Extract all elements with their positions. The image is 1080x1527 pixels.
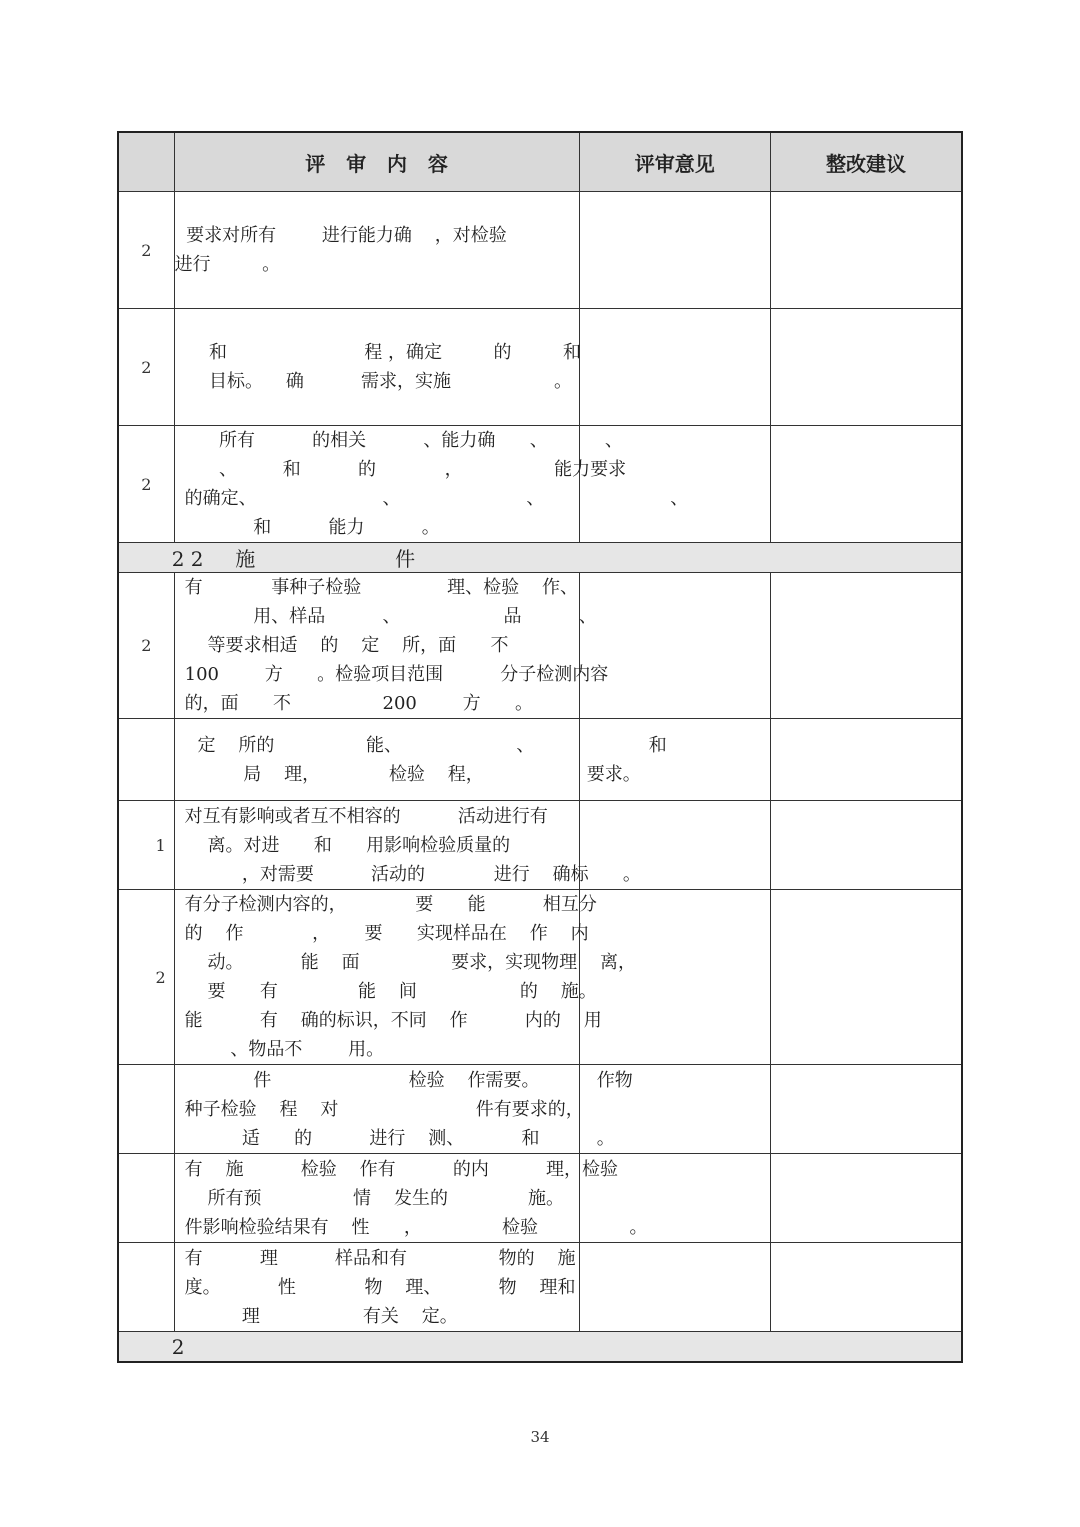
- content-line: 目标。 确 需求，实施 。: [174, 371, 573, 392]
- row-number: [118, 719, 174, 801]
- row-number: 2: [118, 890, 174, 1065]
- suggestion-cell[interactable]: [771, 1154, 962, 1243]
- content-line: 100 方 。检验项目范围 分子检测内容: [184, 664, 609, 685]
- section-title: 2 2 施 件: [118, 543, 962, 573]
- row-number: 1: [118, 801, 174, 890]
- content-line: 的 作 ， 要 实现样品在 作 内: [184, 923, 589, 944]
- content-line: 、物品不 用。: [184, 1039, 385, 1060]
- section-row-final: [118, 1332, 962, 1363]
- section-title: 2: [118, 1332, 962, 1363]
- table-row: [118, 309, 962, 426]
- header-rectification-suggestion: 整改建议: [771, 132, 962, 192]
- suggestion-cell[interactable]: [771, 309, 962, 426]
- suggestion-cell[interactable]: [771, 801, 962, 890]
- content-line: 定 所的 能、 、 和: [174, 734, 667, 756]
- header-review-content: 评 审 内 容: [174, 132, 579, 192]
- content-line: 的，面 不 200 方 。: [184, 693, 533, 714]
- table-row: [118, 801, 962, 890]
- row-number: 2: [118, 573, 174, 719]
- table-header-row: [118, 132, 962, 192]
- content-line: 有 事种子检验 理、检验 作、: [184, 577, 578, 598]
- content-line: 进行 。: [174, 254, 281, 275]
- content-line: 所有预 情 发生的 施。: [184, 1187, 565, 1209]
- content-line: 理 有关 定。: [184, 1305, 458, 1327]
- row-number: 2: [118, 309, 174, 426]
- row-content: [174, 426, 689, 543]
- suggestion-cell[interactable]: [771, 1243, 962, 1332]
- content-line: 件 检验 作需要。 作物: [184, 1069, 633, 1091]
- content-line: 有 施 检验 作有 的内 理，检验: [184, 1158, 619, 1180]
- opinion-cell[interactable]: [579, 890, 770, 1065]
- page-number: 34: [530, 1428, 550, 1446]
- content-line: 种子检验 程 对 件有要求的，: [184, 1098, 584, 1120]
- section-row-2-2: [118, 543, 962, 573]
- row-content: [174, 573, 609, 719]
- content-line: 要求对所有 进行能力确 ，对检验: [174, 225, 507, 246]
- content-line: 离。对进 和 用影响检验质量的: [184, 834, 511, 856]
- content-line: 有 理 样品和有 物的 施: [184, 1247, 576, 1269]
- content-line: 能 有 确的标识，不同 作 内的 用: [184, 1010, 602, 1031]
- content-line: 件影响检验结果有 性 ， 检验 。: [184, 1216, 648, 1238]
- row-content: [174, 192, 579, 309]
- content-line: 等要求相适 的 定 所，面 不: [184, 635, 509, 656]
- content-line: 有分子检测内容的， 要 能 相互分: [184, 894, 597, 915]
- review-table: [117, 131, 963, 1363]
- row-number: 2: [118, 426, 174, 543]
- content-line: 动。 能 面 要求，实现物理 离，: [184, 952, 637, 973]
- content-line: 度。 性 物 理、 物 理和: [184, 1276, 576, 1298]
- content-line: 局 理， 检验 程， 要求。: [174, 763, 641, 785]
- content-line: ，对需要 活动的 进行 确标 。: [184, 863, 641, 885]
- content-line: 用、样品 、 品 、: [184, 606, 597, 627]
- suggestion-cell[interactable]: [771, 426, 962, 543]
- row-number: [118, 1154, 174, 1243]
- content-line: 对互有影响或者互不相容的 活动进行有: [184, 805, 548, 827]
- row-number: [118, 1065, 174, 1154]
- opinion-cell[interactable]: [579, 192, 770, 309]
- header-number: [118, 132, 174, 192]
- row-content: [174, 1154, 648, 1243]
- row-content: [174, 801, 641, 890]
- opinion-cell[interactable]: [579, 1243, 770, 1332]
- suggestion-cell[interactable]: [771, 1065, 962, 1154]
- table-row: [118, 719, 962, 801]
- suggestion-cell[interactable]: [771, 719, 962, 801]
- table-row: [118, 890, 962, 1065]
- table-row: [118, 1154, 962, 1243]
- table-row: [118, 1243, 962, 1332]
- content-line: 适 的 进行 测、 和 。: [184, 1127, 615, 1149]
- content-line: 和 能力 。: [184, 517, 440, 538]
- row-content: [174, 890, 637, 1065]
- row-content: [174, 1065, 633, 1154]
- table-row: [118, 426, 962, 543]
- header-review-opinion: 评审意见: [579, 132, 770, 192]
- row-content: [174, 1243, 579, 1332]
- row-content: [174, 309, 579, 426]
- suggestion-cell[interactable]: [771, 573, 962, 719]
- table-row: [118, 192, 962, 309]
- suggestion-cell[interactable]: [771, 890, 962, 1065]
- content-line: 要 有 能 间 的 施。: [184, 981, 597, 1002]
- row-number: 2: [118, 192, 174, 309]
- suggestion-cell[interactable]: [771, 192, 962, 309]
- table-row: [118, 573, 962, 719]
- content-line: 、 和 的 ， 能力要求: [184, 459, 627, 480]
- table-row: [118, 1065, 962, 1154]
- opinion-cell[interactable]: [579, 309, 770, 426]
- row-number: [118, 1243, 174, 1332]
- content-line: 和 程 ，确定 的 和: [174, 342, 581, 363]
- row-content: [174, 719, 667, 801]
- opinion-cell[interactable]: [579, 719, 770, 801]
- opinion-cell[interactable]: [579, 573, 770, 719]
- content-line: 的确定、 、 、 、: [184, 488, 689, 509]
- content-line: 所有 的相关 、能力确 、 、: [184, 430, 623, 451]
